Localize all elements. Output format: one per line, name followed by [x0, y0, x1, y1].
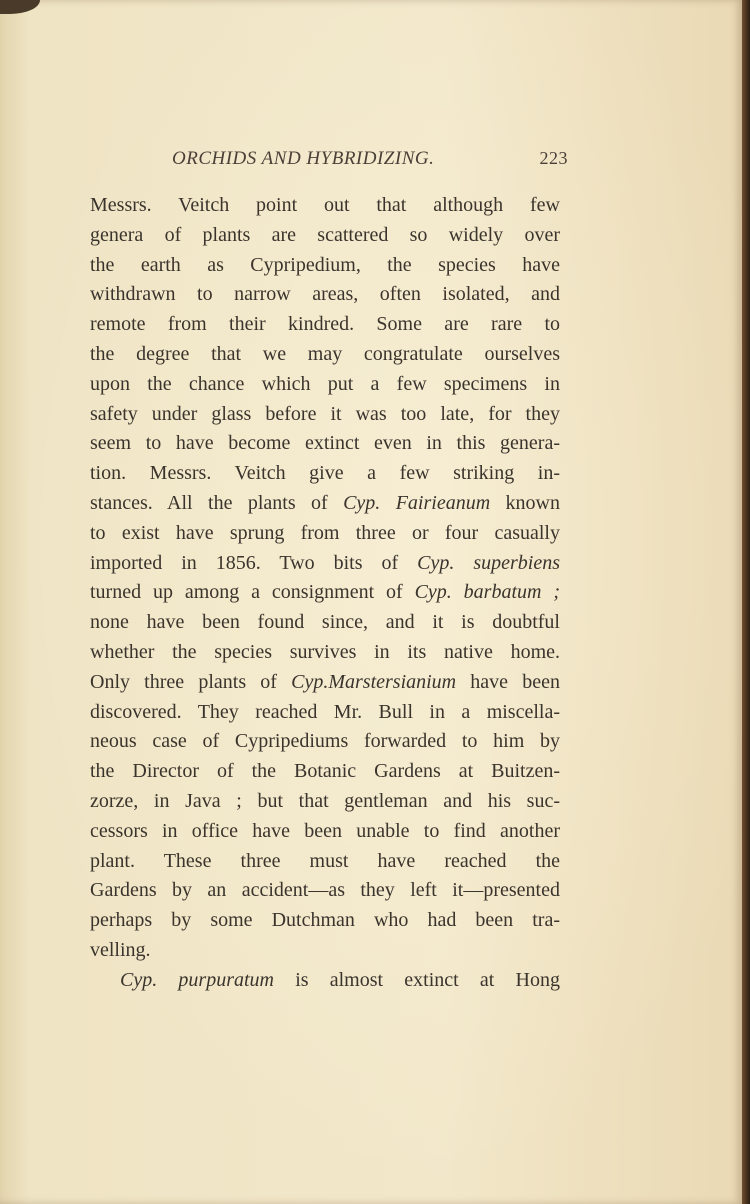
text-run: imported in 1856. Two bits of [90, 551, 418, 574]
text-run: safety under glass before it was too late, for they [90, 402, 560, 425]
text-run: turned up among a consignment of [90, 581, 415, 604]
text-line [120, 965, 560, 995]
text-line [90, 905, 560, 935]
text-run: to exist have sprung from three or four casually [90, 521, 560, 544]
text-line [90, 488, 560, 518]
text-run: plant. These three must have reached the [90, 849, 560, 872]
text-line [90, 637, 560, 667]
text-run: known [490, 492, 561, 514]
text-line [90, 548, 560, 578]
text-line [90, 220, 560, 250]
text-run: Only three plants of [90, 670, 292, 693]
text-line [90, 607, 560, 637]
book-edge [742, 0, 750, 1204]
text-run: the degree that we may congratulate ourselves [90, 343, 560, 365]
text-line [90, 786, 560, 816]
italic-species-name: Cyp.Marstersianium [291, 670, 457, 693]
text-line [90, 190, 560, 220]
text-run: is almost extinct at Hong [274, 968, 560, 991]
text-line [90, 309, 560, 339]
text-run: remote from their kindred. Some are rare to [90, 313, 560, 336]
text-line [90, 339, 560, 369]
text-line [90, 697, 560, 727]
text-line [90, 279, 560, 309]
text-run: cessors in office have been unable to find another [90, 819, 560, 842]
text-run: tion. Messrs. Veitch give a few striking in- [90, 462, 560, 485]
text-run: the Director of the Botanic Gardens at Buitzen- [90, 760, 560, 783]
text-line [90, 518, 560, 548]
italic-species-name: Cyp. Fairieanum [343, 492, 491, 514]
text-run: Gardens by an accident—as they left it—presented [90, 879, 560, 902]
page-corner-shadow [0, 0, 40, 14]
text-line [90, 816, 560, 846]
text-run: Messrs. Veitch point out that although few [90, 194, 560, 216]
text-run: have been [456, 670, 560, 693]
text-line [90, 577, 560, 607]
text-line [90, 726, 560, 756]
text-line [90, 875, 560, 905]
italic-species-name: Cyp. purpuratum [120, 968, 274, 991]
text-line [90, 399, 560, 429]
text-run: genera of plants are scattered so widely over [90, 223, 560, 246]
text-line [90, 846, 560, 876]
text-run: discovered. They reached Mr. Bull in a miscella- [90, 700, 560, 723]
text-run: neous case of Cypripediums forwarded to him by [90, 730, 560, 753]
italic-species-name: Cyp. superbiens [417, 551, 560, 574]
running-title: ORCHIDS AND HYBRIDIZING. [172, 148, 435, 169]
text-run: stances. All the plants of [90, 492, 344, 514]
text-run: the earth as Cypripedium, the species have [90, 253, 560, 276]
text-run: zorze, in Java ; but that gentleman and his suc- [90, 790, 560, 812]
text-run: withdrawn to narrow areas, often isolated, and [90, 283, 560, 306]
text-run: velling. [90, 939, 151, 961]
text-line [90, 667, 560, 697]
text-run: whether the species survives in its native home. [90, 641, 560, 663]
text-line [90, 428, 560, 458]
text-run: none have been found since, and it is doubtful [90, 611, 560, 634]
text-run: seem to have become extinct even in this genera- [90, 432, 560, 455]
text-run: upon the chance which put a few specimens in [90, 372, 560, 395]
text-line [90, 756, 560, 786]
page-number: 223 [539, 148, 568, 168]
text-run: perhaps by some Dutchman who had been tra- [90, 909, 560, 932]
text-line [90, 250, 560, 280]
text-line [90, 369, 560, 399]
text-line [90, 935, 560, 965]
italic-species-name: Cyp. barbatum ; [414, 581, 560, 604]
text-line [90, 458, 560, 488]
